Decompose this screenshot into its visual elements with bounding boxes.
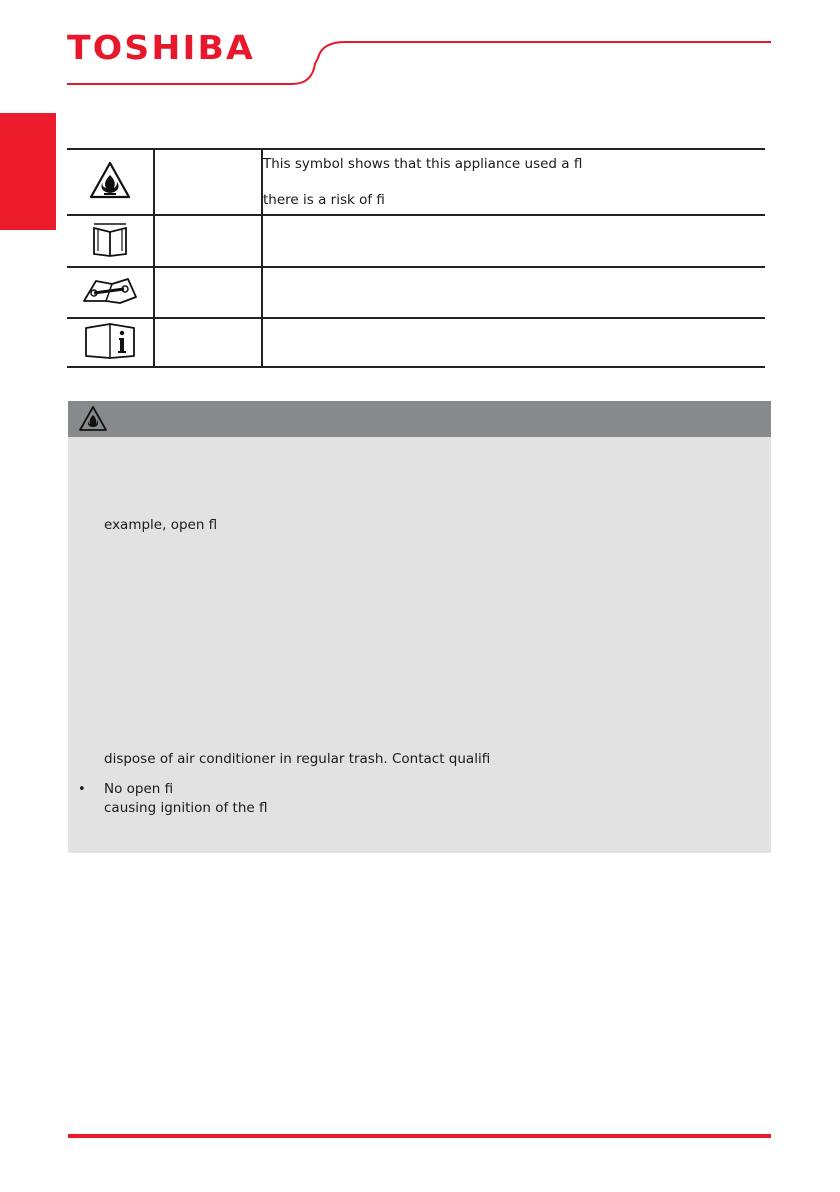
symbol-description xyxy=(262,318,765,367)
warning-line: No open fi xyxy=(104,781,174,797)
section-tab xyxy=(0,113,56,230)
flammable-warning-icon xyxy=(78,405,108,433)
description-line: This symbol shows that this appliance used a fl xyxy=(263,156,583,172)
flammable-warning-icon xyxy=(67,149,154,215)
warning-header xyxy=(68,401,771,437)
description-line: there is a risk of fi xyxy=(263,192,385,208)
warning-line: example, open fl xyxy=(104,517,218,533)
table-row xyxy=(67,149,765,215)
warning-line: causing ignition of the fl xyxy=(104,800,268,816)
symbol-name xyxy=(154,215,262,267)
table-row xyxy=(67,215,765,267)
header-rule xyxy=(0,0,840,100)
bullet-marker: • xyxy=(78,782,86,797)
warning-box xyxy=(68,401,771,853)
symbols-table xyxy=(67,148,765,368)
information-manual-icon xyxy=(67,318,154,367)
symbol-name xyxy=(154,267,262,318)
symbol-name xyxy=(154,149,262,215)
symbol-description xyxy=(262,215,765,267)
operator-manual-icon xyxy=(67,215,154,267)
symbol-name xyxy=(154,318,262,367)
symbol-description xyxy=(262,267,765,318)
service-manual-icon xyxy=(67,267,154,318)
footer-rule xyxy=(68,1134,771,1138)
table-row xyxy=(67,267,765,318)
toshiba-logo: TOSHIBA xyxy=(67,28,255,67)
warning-line: dispose of air conditioner in regular trash. Contact qualifi xyxy=(104,751,491,767)
symbol-description xyxy=(262,149,765,215)
table-row xyxy=(67,318,765,367)
